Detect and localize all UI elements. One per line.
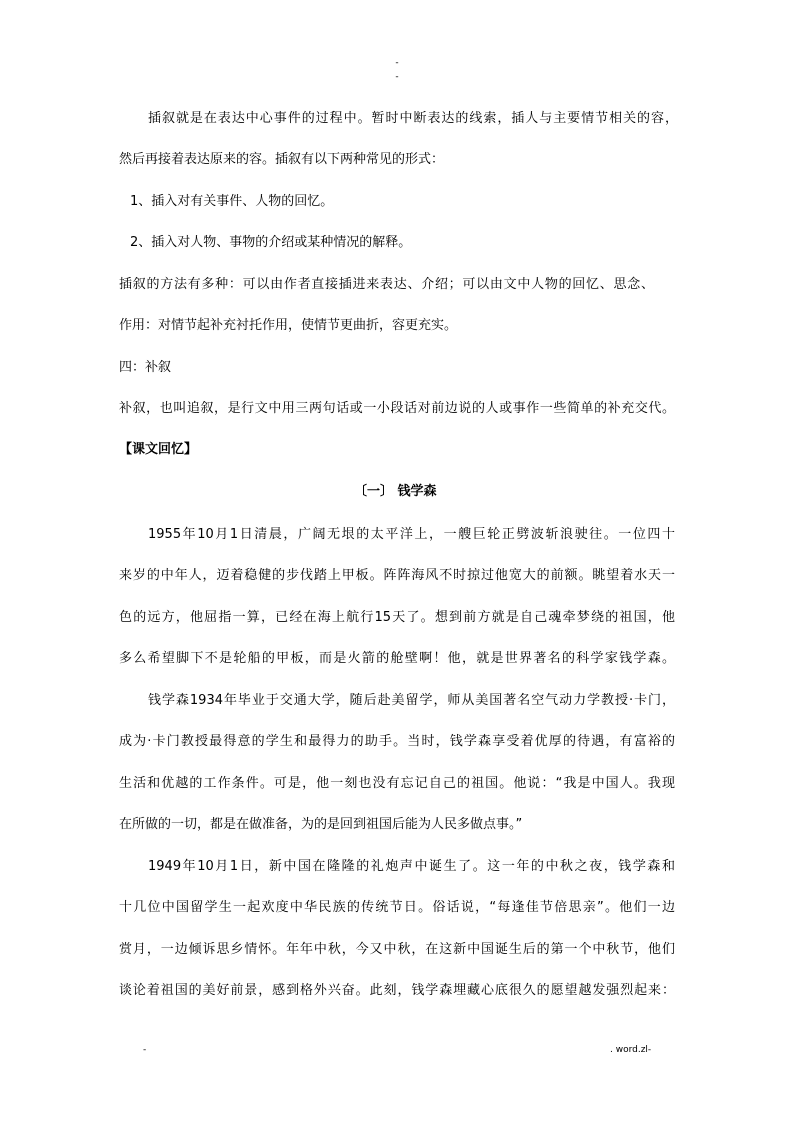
text-span: 十几位中国留学生一起欢度中华民族的传统节日。俗话说，“每逢佳节倍思亲”。他们一边 xyxy=(119,900,675,915)
text-span: 钱学森1934年毕业于交通大学，随后赴美留学，师从美国著名空气动力学教授·卡门， xyxy=(148,693,675,708)
text-span: 然后再接着表达原来的容。插叙有以下两种常见的形式： xyxy=(119,152,445,167)
text-span: 补叙，也叫追叙，是行文中用三两句话或一小段话对前边说的人或事作一些简单的补充交代。 xyxy=(119,401,675,416)
text-span: 生活和优越的工作条件。可是，他一刻也没有忘记自己的祖国。他说：“我是中国人。我现 xyxy=(119,776,675,791)
header-mark-top: - xyxy=(395,58,399,68)
text-span: 〔一〕 钱学森 xyxy=(354,484,437,499)
text-span: 1、插入对有关事件、人物的回忆。 xyxy=(130,194,334,209)
text-span: 插叙就是在表达中心事件的过程中。暂时中断表达的线索，插人与主要情节相关的容， xyxy=(148,111,678,126)
text-span: 1949年10月1日，新中国在隆隆的礼炮声中诞生了。这一年的中秋之夜，钱学森和 xyxy=(148,859,675,874)
text-span: 成为·卡门教授最得意的学生和最得力的助手。当时，钱学森享受着优厚的待遇，有富裕的 xyxy=(119,734,675,749)
text-span: 来岁的中年人，迈着稳健的步伐踏上甲板。阵阵海风不时掠过他宽大的前额。眺望着水天一 xyxy=(119,568,675,583)
text-span: 四：补叙 xyxy=(119,360,172,375)
text-span: 多么希望脚下不是轮船的甲板，而是火箭的舱壁啊！他，就是世界著名的科学家钱学森。 xyxy=(119,651,675,666)
header-mark-bottom: - xyxy=(395,72,399,82)
text-span: 作用：对情节起补充衬托作用，使情节更曲折，容更充实。 xyxy=(119,318,458,333)
footer-right-mark: . word.zl- xyxy=(610,1045,652,1055)
text-span: 【课文回忆】 xyxy=(119,442,198,457)
text-span: 插叙的方法有多种：可以由作者直接插进来表达、介绍；可以由文中人物的回忆、思念、 xyxy=(119,277,654,292)
text-span: 在所做的一切，都是在做准备，为的是回到祖国后能为人民多做点事。” xyxy=(119,817,523,832)
text-span: 1955年10月1日清晨，广阔无垠的太平洋上，一艘巨轮正劈波斩浪驶往。一位四十 xyxy=(148,527,675,542)
text-span: 赏月，一边倾诉思乡情怀。年年中秋，今又中秋，在这新中国诞生后的第一个中秋节，他们 xyxy=(119,942,675,957)
text-span: 2、插入对人物、事物的介绍或某种情况的解释。 xyxy=(130,235,412,250)
text-span: 色的远方，他屈指一算，已经在海上航行15天了。想到前方就是自己魂牵梦绕的祖国，他 xyxy=(119,610,675,625)
text-span: 谈论着祖国的美好前景，感到格外兴奋。此刻，钱学森埋藏心底很久的愿望越发强烈起来： xyxy=(119,983,675,998)
footer-left-mark: - xyxy=(143,1045,147,1055)
